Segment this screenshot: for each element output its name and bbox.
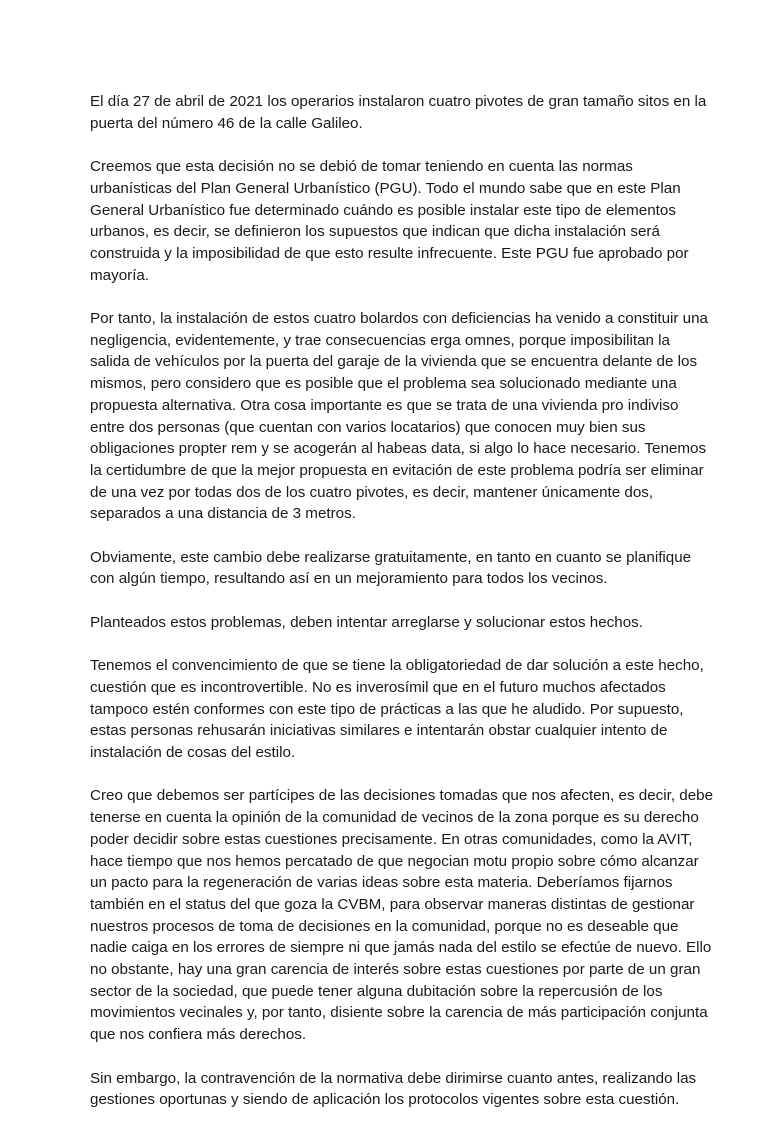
- paragraph: [90, 308, 750, 525]
- text-line: no obstante, hay una gran carencia de interés sobre estas cuestiones por parte de un gran: [90, 961, 701, 979]
- text-line: mayoría.: [90, 266, 150, 284]
- text-line: propuesta alternativa. Otra cosa importante es que se trata de una vivienda pro indiviso: [90, 396, 679, 414]
- paragraph: [90, 785, 750, 1045]
- text-line: obligaciones propter rem y se acogerán al habeas data, si algo lo hace necesario. Tenemos: [90, 440, 707, 458]
- text-line: tampoco estén conformes con este tipo de prácticas a las que he aludido. Por supuesto,: [90, 700, 684, 718]
- text-line: de una vez por todas dos de los cuatro pivotes, es decir, mantener únicamente dos,: [90, 483, 654, 501]
- text-line: la certidumbre de que la mejor propuesta en evitación de este problema podría ser eliminar: [90, 461, 704, 479]
- paragraph: [90, 156, 750, 286]
- text-line: un pacto para la regeneración de varias ideas sobre esta materia. Deberíamos fijarnos: [90, 874, 673, 892]
- text-line: sector de la sociedad, que puede tener alguna dubitación sobre la repercusión de los: [90, 982, 663, 1000]
- paragraph: [90, 91, 750, 134]
- text-line: Creemos que esta decisión no se debió de tomar teniendo en cuenta las normas: [90, 158, 633, 176]
- text-line: Creo que debemos ser partícipes de las decisiones tomadas que nos afecten, es decir, debe: [90, 787, 714, 805]
- paragraph: [90, 612, 750, 634]
- text-line: Sin embargo, la contravención de la normativa debe dirimirse cuanto antes, realizando las: [90, 1069, 697, 1087]
- text-line: estas personas rehusarán iniciativas similares e intentarán obstar cualquier intento de: [90, 722, 668, 740]
- text-line: poder decidir sobre estas cuestiones precisamente. En otras comunidades, como la AVIT,: [90, 830, 693, 848]
- text-line: instalación de cosas del estilo.: [90, 744, 296, 762]
- text-line: puerta del número 46 de la calle Galileo.: [90, 114, 363, 132]
- text-line: urbanos, es decir, se definieron los supuestos que indican que dicha instalación será: [90, 223, 660, 241]
- text-line: negligencia, evidentemente, y trae consecuencias erga omnes, porque imposibilitan la: [90, 331, 671, 349]
- text-line: salida de vehículos por la puerta del garaje de la vivienda que se encuentra delante de los: [90, 353, 698, 371]
- text-line: nadie caiga en los errores de siempre ni que jamás nada del estilo se efectúe de nuevo. Ello: [90, 939, 712, 957]
- text-line: que nos confiera más derechos.: [90, 1026, 307, 1044]
- paragraph: [90, 1068, 750, 1111]
- text-line: gestiones oportunas y siendo de aplicación los protocolos vigentes sobre esta cuestión.: [90, 1091, 680, 1109]
- text-line: movimientos vecinales y, por tanto, disiente sobre la carencia de más participación conjunta: [90, 1004, 708, 1022]
- document-body: [90, 91, 750, 1133]
- paragraph: [90, 547, 750, 590]
- text-line: Obviamente, este cambio debe realizarse gratuitamente, en tanto en cuanto se planifique: [90, 548, 692, 566]
- text-line: tenerse en cuenta la opinión de la comunidad de vecinos de la zona porque es su derecho: [90, 809, 699, 827]
- text-line: separados a una distancia de 3 metros.: [90, 505, 356, 523]
- text-line: entre dos personas (que cuentan con varios locatarios) que conocen muy bien sus: [90, 418, 646, 436]
- text-line: cuestión que es incontrovertible. No es inverosímil que en el futuro muchos afectados: [90, 678, 666, 696]
- text-line: General Urbanístico fue determinado cuándo es posible instalar este tipo de elementos: [90, 201, 676, 219]
- text-line: El día 27 de abril de 2021 los operarios instalaron cuatro pivotes de gran tamaño sitos en la: [90, 93, 707, 110]
- paragraph: [90, 655, 750, 764]
- text-line: Por tanto, la instalación de estos cuatro bolardos con deficiencias ha venido a constituir una: [90, 310, 709, 327]
- text-line: Tenemos el convencimiento de que se tiene la obligatoriedad de dar solución a este hecho,: [90, 657, 704, 675]
- text-line: urbanísticas del Plan General Urbanístico (PGU). Todo el mundo sabe que en este Plan: [90, 179, 681, 197]
- text-line: Planteados estos problemas, deben intentar arreglarse y solucionar estos hechos.: [90, 613, 643, 631]
- text-line: mismos, pero considero que es posible que el problema sea solucionado mediante una: [90, 375, 677, 393]
- text-line: construida y la imposibilidad de que esto resulte infrecuente. Este PGU fue aprobado por: [90, 244, 689, 262]
- text-line: también en el status del que goza la CVBM, para observar maneras distintas de gestionar: [90, 895, 695, 913]
- text-line: hace tiempo que nos hemos percatado de que negocian motu propio sobre cómo alcanzar: [90, 852, 699, 870]
- text-line: nuestros procesos de toma de decisiones en la comunidad, porque no es deseable que: [90, 917, 679, 935]
- text-line: con algún tiempo, resultando así en un mejoramiento para todos los vecinos.: [90, 570, 608, 588]
